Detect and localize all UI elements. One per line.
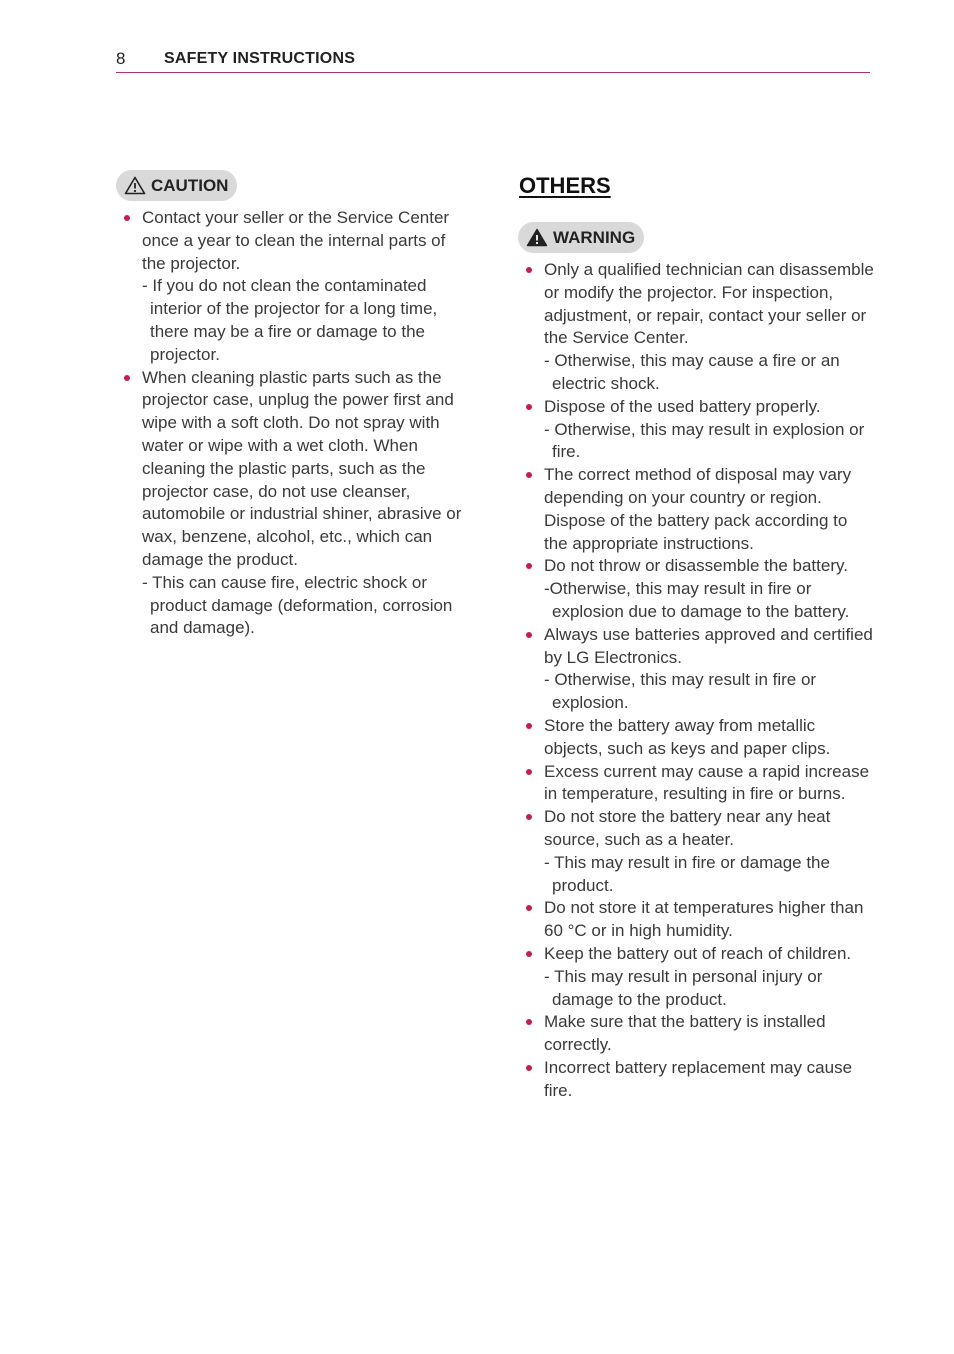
caution-label: CAUTION xyxy=(151,175,229,195)
item-note: - Otherwise, this may result in explosion or fire. xyxy=(544,419,865,462)
item-text: Only a qualified technician can disassemble or modify the projector. For inspection, adjustment, or repair, contact your seller or the Service Center. xyxy=(544,260,874,348)
item-text: When cleaning plastic parts such as the projector case, unplug the power first and wipe with a soft cloth. Do not spray with water or wipe with a wet cloth. When cleaning the plastic parts, such as the projector case, do not use cleanser, automobile or industrial shiner, abrasive or wax, benzene, alcohol, etc., which can damage the product. xyxy=(142,367,462,569)
item-text: Excess current may cause a rapid increase in temperature, resulting in fire or burns. xyxy=(544,761,870,804)
warning-badge xyxy=(518,222,644,253)
others-heading: OTHERS xyxy=(519,173,611,198)
caution-badge xyxy=(116,170,237,201)
list-item xyxy=(518,259,874,396)
item-text: Do not store the battery near any heat source, such as a heater. xyxy=(544,807,831,849)
caution-list xyxy=(116,207,468,640)
list-item xyxy=(518,555,874,623)
list-item xyxy=(518,806,874,897)
item-note: -Otherwise, this may result in fire or explosion due to damage to the battery. xyxy=(544,579,850,621)
caution-column xyxy=(116,170,468,640)
list-item xyxy=(518,624,874,715)
page-number: 8 xyxy=(116,49,126,68)
item-text: Store the battery away from metallic objects, such as keys and paper clips. xyxy=(544,715,831,758)
item-note: - This can cause fire, electric shock or product damage (deformation, corrosion and damage). xyxy=(142,572,453,638)
list-item xyxy=(518,897,874,943)
list-item xyxy=(518,761,874,807)
item-note: - If you do not clean the contaminated interior of the projector for a long time, there may be a fire or damage to the projector. xyxy=(142,276,438,364)
list-item xyxy=(518,715,874,761)
warning-label: WARNING xyxy=(553,227,636,247)
item-text: The correct method of disposal may vary depending on your country or region. Dispose of the battery pack according to the appropriate instructions. xyxy=(544,465,852,553)
item-text: Do not store it at temperatures higher than 60 °C or in high humidity. xyxy=(544,898,864,941)
item-text: Do not throw or disassemble the battery. xyxy=(544,556,848,576)
list-item xyxy=(518,1011,874,1057)
item-text: Incorrect battery replacement may cause fire. xyxy=(544,1057,853,1100)
item-note: - This may result in personal injury or damage to the product. xyxy=(544,966,823,1009)
section-title: SAFETY INSTRUCTIONS xyxy=(164,50,356,67)
list-item xyxy=(116,207,468,367)
item-note: - This may result in fire or damage the product. xyxy=(544,852,830,895)
list-item xyxy=(116,367,468,641)
others-column xyxy=(518,172,874,1102)
item-text: Make sure that the battery is installed correctly. xyxy=(544,1012,826,1055)
item-text: Contact your seller or the Service Center once a year to clean the internal parts of the projector. xyxy=(142,208,450,273)
list-item xyxy=(518,943,874,1011)
warning-list xyxy=(518,259,874,1102)
caution-icon xyxy=(124,176,146,195)
list-item xyxy=(518,1057,874,1103)
warning-icon xyxy=(526,228,548,247)
list-item xyxy=(518,464,874,555)
list-item xyxy=(518,396,874,464)
page-header xyxy=(116,48,870,73)
item-note: - Otherwise, this may cause a fire or an electric shock. xyxy=(544,351,840,393)
item-text: Always use batteries approved and certified by LG Electronics. xyxy=(544,624,873,667)
item-text: Dispose of the used battery properly. xyxy=(544,396,821,416)
item-text: Keep the battery out of reach of children. xyxy=(544,943,852,963)
item-note: - Otherwise, this may result in fire or explosion. xyxy=(544,670,817,713)
